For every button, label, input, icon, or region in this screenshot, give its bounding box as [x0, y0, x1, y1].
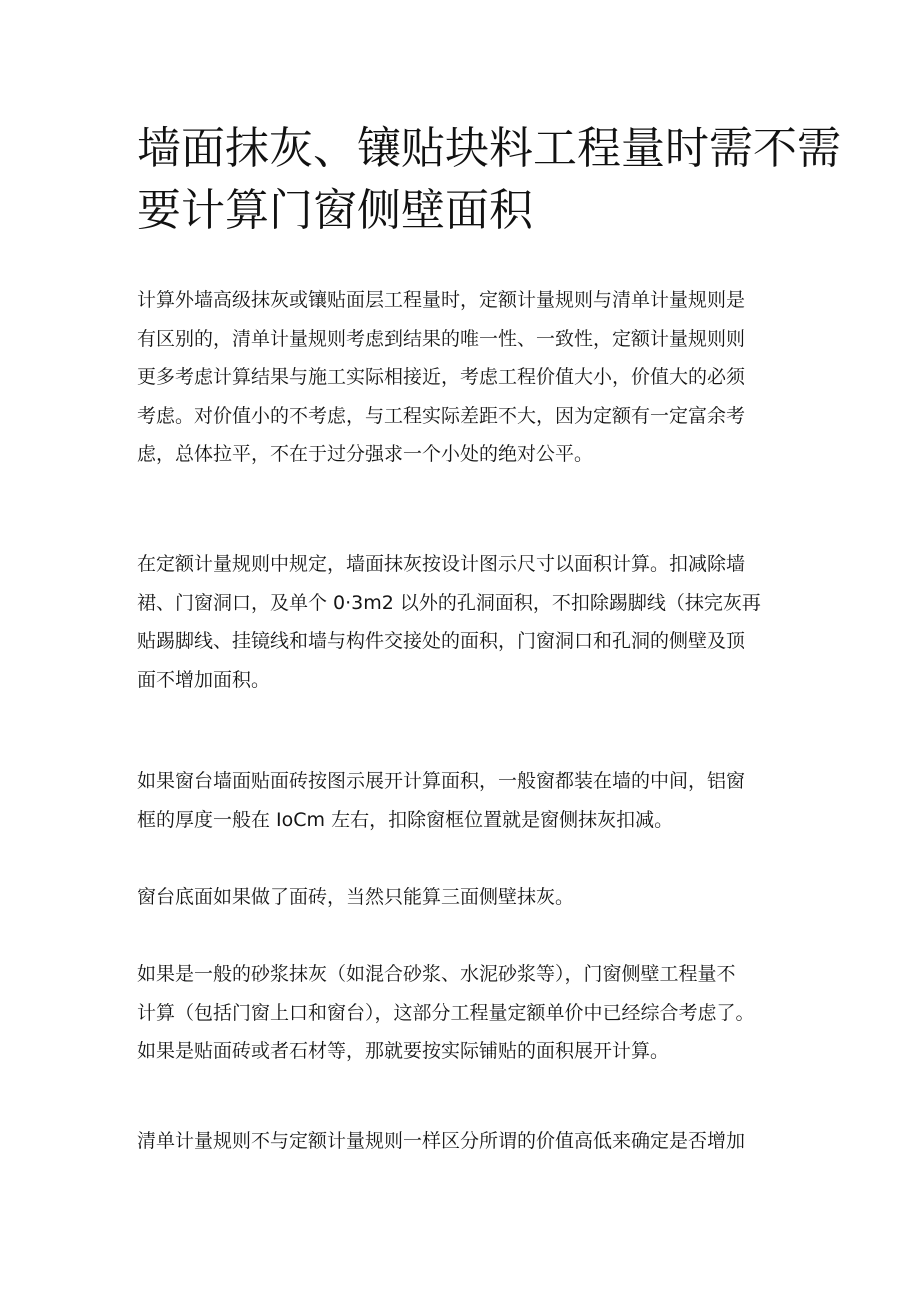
- paragraph-line: 框的厚度一般在 IoCm 左右，扣除窗框位置就是窗侧抹灰扣减。: [137, 808, 674, 831]
- paragraph-line: 有区别的，清单计量规则考虑到结果的唯一性、一致性，定额计量规则则: [137, 327, 746, 350]
- paragraph-line: 在定额计量规则中规定，墙面抹灰按设计图示尺寸以面积计算。扣减除墙: [137, 553, 746, 575]
- paragraph-5: [137, 955, 797, 1071]
- paragraph-line: 裙、门窗洞口，及单个 0·3m2 以外的孔洞面积，不扣除踢脚线（抹完灰再: [137, 591, 761, 614]
- paragraph-line: 贴踢脚线、挂镜线和墙与构件交接处的面积，门窗洞口和孔洞的侧壁及顶: [137, 630, 746, 652]
- title-line: 墙面抹灰、镶贴块料工程量时需不需: [137, 123, 841, 174]
- paragraph-6: [137, 1122, 797, 1161]
- page-title: [137, 118, 841, 242]
- paragraph-line: 如果窗台墙面贴面砖按图示展开计算面积，一般窗都装在墙的中间，铝窗: [137, 770, 746, 792]
- paragraph-line: 清单计量规则不与定额计量规则一样区分所谓的价值高低来确定是否增加: [137, 1130, 746, 1152]
- paragraph-line: 计算（包括门窗上口和窗台），这部分工程量定额单价中已经综合考虑了。: [137, 1001, 755, 1024]
- paragraph-3: [137, 762, 797, 839]
- paragraph-line: 面不增加面积。: [137, 668, 271, 691]
- paragraph-4: [137, 878, 797, 917]
- title-line: 要计算门窗侧壁面积: [137, 185, 533, 236]
- paragraph-1: [137, 281, 797, 474]
- paragraph-line: 如果是一般的砂浆抹灰（如混合砂浆、水泥砂浆等），门窗侧壁工程量不: [137, 963, 736, 985]
- paragraph-line: 如果是贴面砖或者石材等，那就要按实际铺贴的面积展开计算。: [137, 1040, 670, 1062]
- paragraph-line: 考虑。对价值小的不考虑，与工程实际差距不大，因为定额有一定富余考: [137, 404, 746, 427]
- paragraph-line: 计算外墙高级抹灰或镶贴面层工程量时，定额计量规则与清单计量规则是: [137, 289, 746, 311]
- paragraph-line: 虑，总体拉平，不在于过分强求一个小处的绝对公平。: [137, 443, 594, 465]
- paragraph-2: [137, 545, 797, 699]
- paragraph-line: 窗台底面如果做了面砖，当然只能算三面侧壁抹灰。: [137, 886, 575, 908]
- paragraph-line: 更多考虑计算结果与施工实际相接近，考虑工程价值大小，价值大的必须: [137, 366, 746, 388]
